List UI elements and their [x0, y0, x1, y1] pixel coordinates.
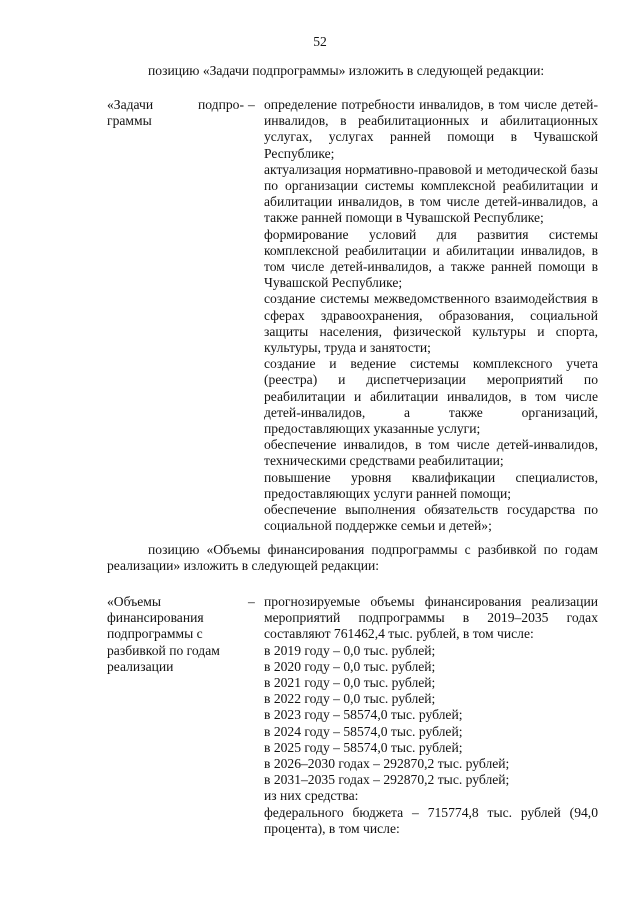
tasks-label-line2: граммы — [107, 113, 152, 129]
intro-text-1: позицию «Задачи подпрограммы» изложить в следующей редакции: — [148, 63, 545, 78]
tasks-list — [264, 97, 598, 534]
funding-year-line: в 2031–2035 годах – 292870,2 тыс. рублей; — [264, 772, 510, 788]
tasks-dash: – — [248, 97, 255, 112]
page-number: 52 — [313, 34, 327, 49]
funding-lead: прогнозируемые объемы финансирования реализации мероприятий подпрограммы в 2019–2035 годах составляют 761462,4 тыс. рублей, в том числе: — [264, 594, 598, 642]
funding-year-line: в 2024 году – 58574,0 тыс. рублей; — [264, 723, 463, 739]
funding-year-line: в 2023 году – 58574,0 тыс. рублей; — [264, 707, 463, 723]
task-item: актуализация нормативно-правовой и методической базы по организации системы комплексной реабилитации и абилитации инвалидов, в том числе детей-инвалидов, а также ранней помощи в Чувашской Республике; — [264, 161, 598, 226]
funding-year-line: в 2021 году – 0,0 тыс. рублей; — [264, 675, 436, 691]
intro-paragraph-2 — [107, 542, 598, 574]
funding-year-line: в 2022 году – 0,0 тыс. рублей; — [264, 691, 436, 707]
funding-label: «Объемы финансирования подпрограммы с разбивкой по годам реализации — [107, 594, 220, 674]
task-item: обеспечение выполнения обязательств государства по социальной поддержке семьи и детей»; — [264, 502, 598, 534]
funding-dash: – — [248, 594, 255, 609]
funding-year-line: в 2019 году – 0,0 тыс. рублей; — [264, 642, 436, 658]
task-item: создание системы межведомственного взаимодействия в сферах здравоохранения, образования, социальной защиты населения, физической культуры и спорта, культуры, труда и занятости; — [264, 291, 598, 356]
task-item: определение потребности инвалидов, в том числе детей-инвалидов, в реабилитационных и абилитационных услугах, услугах ранней помощи в Чувашской Республике; — [264, 97, 598, 161]
task-item: формирование условий для развития системы комплексной реабилитации и абилитации инвалидов, в том числе детей-инвалидов, а также ранней помощи в Чувашской Республике; — [264, 226, 598, 291]
tasks-label-line1: «Задачи подпро- — [107, 97, 244, 112]
funding-from-them: из них средства: — [264, 788, 359, 804]
intro-text-2: позицию «Объемы финансирования подпрограммы с разбивкой по годам реализации» изложить в следующей редакции: — [107, 542, 598, 574]
funding-federal: федерального бюджета – 715774,8 тыс. рублей (94,0 процента), в том числе: — [264, 804, 598, 836]
funding-year-line: в 2026–2030 годах – 292870,2 тыс. рублей; — [264, 756, 510, 772]
task-item: обеспечение инвалидов, в том числе детей-инвалидов, техническими средствами реабилитации; — [264, 437, 598, 469]
task-item: повышение уровня квалификации специалистов, предоставляющих услуги ранней помощи; — [264, 469, 598, 501]
funding-year-line: в 2025 году – 58574,0 тыс. рублей; — [264, 739, 463, 755]
intro-paragraph-1 — [107, 63, 598, 79]
tasks-label — [107, 97, 244, 129]
task-item: создание и ведение системы комплексного учета (реестра) и диспетчеризации мероприятий по реабилитации и абилитации инвалидов, в том числе детей-инвалидов, а также организаций, предоставляющих указанные услуги; — [264, 356, 598, 437]
funding-year-line: в 2020 году – 0,0 тыс. рублей; — [264, 658, 436, 674]
funding-details — [264, 594, 598, 837]
